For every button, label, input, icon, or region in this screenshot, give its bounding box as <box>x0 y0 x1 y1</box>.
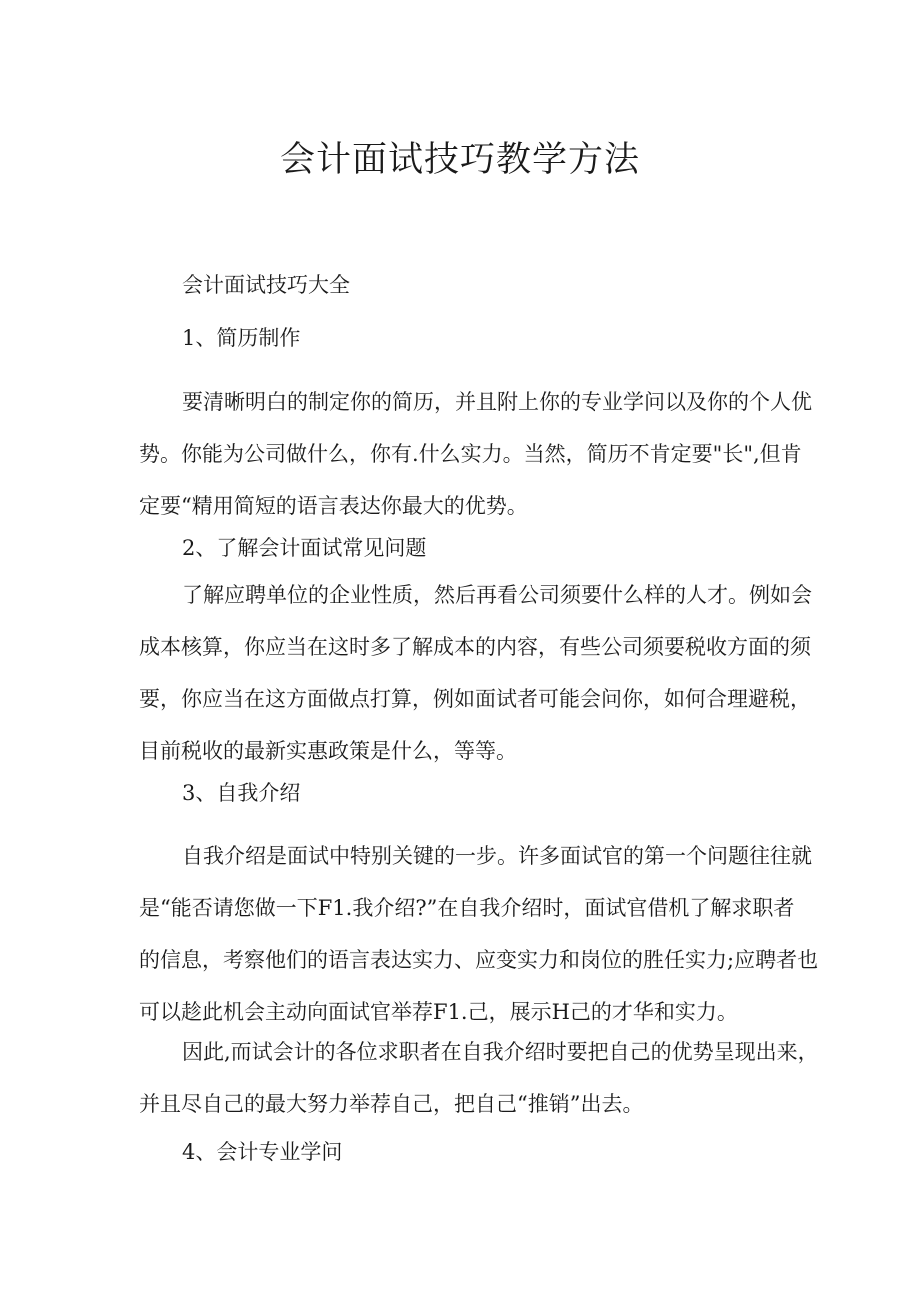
paragraph-line: 的信息，考察他们的语言表达实力、应变实力和岗位的胜任实力;应聘者也 <box>139 948 819 972</box>
paragraph-line: 定要“精用简短的语言表达你最大的优势。 <box>139 494 528 518</box>
section-2-paragraph-1 <box>139 580 812 788</box>
section-heading-4: 4、会计专业学问 <box>182 1140 343 1164</box>
paragraph-line: 要清晰明白的制定你的简历，并且附上你的专业学问以及你的个人优 <box>182 390 812 414</box>
section-heading-1: 1、简历制作 <box>182 326 301 350</box>
paragraph-line: 自我介绍是面试中特别关键的一步。许多面试官的第一个问题往往就 <box>182 844 812 868</box>
section-3-paragraph-2 <box>139 1037 819 1141</box>
page-title: 会计面试技巧教学方法 <box>279 140 640 180</box>
section-heading-2: 2、了解会计面试常见问题 <box>182 536 427 560</box>
paragraph-line: 成本核算，你应当在这时多了解成本的内容，有些公司须要税收方面的须 <box>139 635 811 659</box>
paragraph-line: 了解应聘单位的企业性质，然后再看公司须要什么样的人才。例如会 <box>182 583 812 607</box>
paragraph-line: 目前税收的最新实惠政策是什么，等等。 <box>139 739 517 763</box>
paragraph-line: 并且尽自己的最大努力举荐自己，把自己“推销”出去。 <box>139 1092 644 1116</box>
paragraph-line: 因此,而试会计的各位求职者在自我介绍时要把自己的优势呈现出来， <box>182 1040 819 1064</box>
paragraph-line: 要，你应当在这方面做点打算，例如面试者可能会问你，如何合理避税， <box>139 687 811 711</box>
paragraph-line: 势。你能为公司做什么，你有.什么实力。当然，简历不肯定要"长",但肯 <box>139 442 802 466</box>
paragraph-line: 可以趁此机会主动向面试官举荐F1.己，展示H己的才华和实力。 <box>139 1000 738 1024</box>
document-subtitle: 会计面试技巧大全 <box>182 273 350 297</box>
paragraph-line: 是“能否请您做一下F1.我介绍?”在自我介绍时，面试官借机了解求职者 <box>139 896 795 920</box>
section-3-paragraph-1 <box>139 841 819 1049</box>
section-heading-3: 3、自我介绍 <box>182 781 301 805</box>
section-1-paragraph-1 <box>139 387 812 543</box>
